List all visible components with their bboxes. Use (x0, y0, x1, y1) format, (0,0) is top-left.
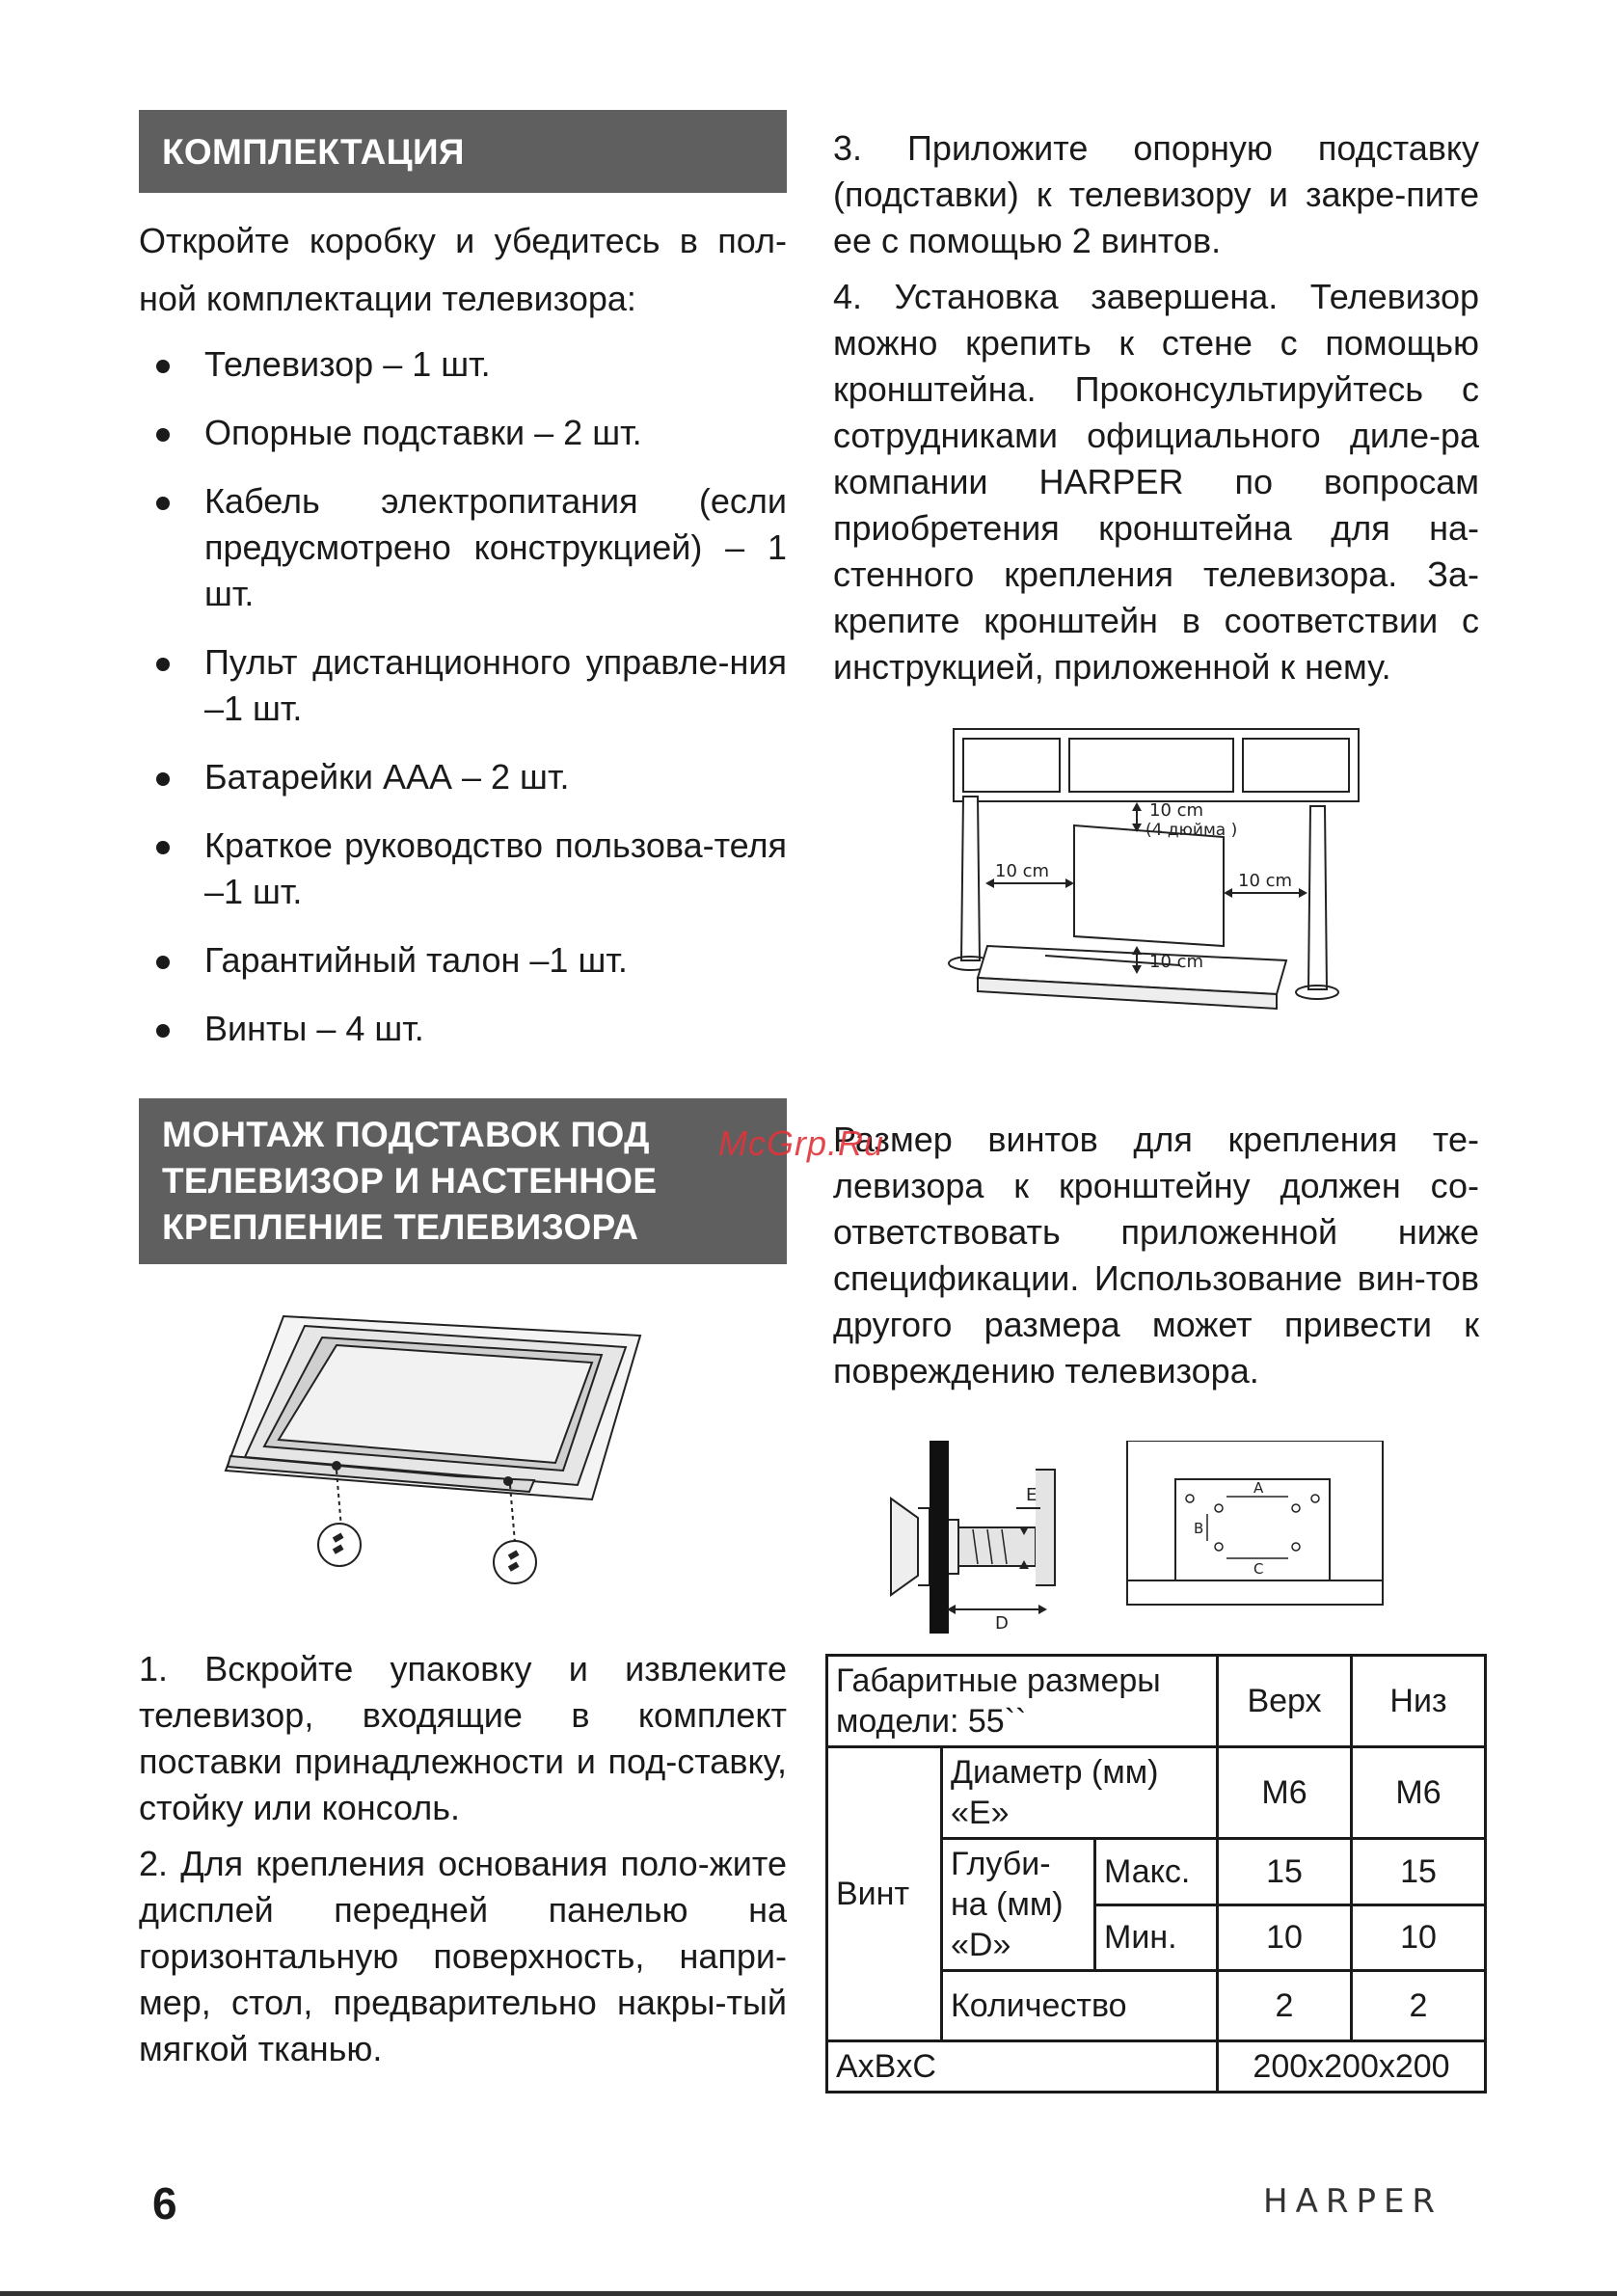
vesa-label-c: C (1253, 1560, 1264, 1578)
table-cell-min-top: 10 (1218, 1904, 1352, 1971)
right-column (833, 125, 1479, 1648)
clearance-left-label: 10 cm (995, 861, 1050, 881)
table-cell-header-bottom: Низ (1352, 1656, 1486, 1747)
table-cell-min: Мин. (1095, 1904, 1218, 1971)
bullet-icon (156, 428, 170, 442)
vesa-label-b: B (1194, 1520, 1204, 1537)
list-item: Кабель электропитания (если предусмотрено конструкцией) – 1 шт. (139, 478, 787, 617)
screw-label-d: D (995, 1613, 1009, 1634)
section-title-mounting (139, 1098, 787, 1264)
table-cell-axbxc: AxBxC (827, 2041, 1218, 2093)
list-item: Гарантийный талон –1 шт. (139, 937, 787, 984)
bullet-icon (156, 497, 170, 510)
section-title-line: МОНТАЖ ПОДСТАВОК ПОД (162, 1115, 650, 1154)
step-1-text: 1. Вскройте упаковку и извлеките телевизор, входящие в комплект поставки принадлежности и под-ставку, стойку или консоль. (139, 1649, 787, 1827)
screw-vesa-diagrams (833, 1441, 1479, 1648)
page-number: 6 (152, 2178, 177, 2228)
watermark-text: McGrp.Ru (718, 1123, 885, 1163)
step-2-text: 2. Для крепления основания поло-жите дисплей передней панелью на горизонтальную поверхность, напри-мер, стол, предварительно накры-тый мягкой тканью. (139, 1844, 787, 2068)
list-item: Опорные подставки – 2 шт. (139, 410, 787, 456)
vesa-label-a: A (1253, 1479, 1264, 1497)
kit-list (139, 341, 787, 1052)
bullet-icon (156, 360, 170, 373)
list-item: Телевизор – 1 шт. (139, 341, 787, 388)
kit-intro: Откройте коробку и убедитесь в пол-ной комплектации телевизора: (139, 221, 787, 318)
table-cell-depth: Глуби-на (мм) «D» (942, 1839, 1095, 1971)
table-cell-diameter-bottom: M6 (1352, 1747, 1486, 1839)
clearance-bottom-label: 10 cm (1149, 952, 1204, 972)
table-row (827, 1747, 1486, 1839)
list-item: Винты – 4 шт. (139, 1006, 787, 1052)
clearance-top-inches-label: (4 дюйма ) (1145, 821, 1238, 840)
wall-clearance-illustration (833, 719, 1479, 1067)
table-cell-min-bottom: 10 (1352, 1904, 1486, 1971)
step-3-text: 3. Приложите опорную подставку (подставки) к телевизору и закре-пите ее с помощью 2 винтов. (833, 128, 1479, 260)
table-cell-header-top: Верх (1218, 1656, 1352, 1747)
screw-size-note: Размер винтов для крепления те-левизора к кронштейну должен со-ответствовать приложенной ниже спецификации. Использование вин-тов другого размера может привести к повреждению телевизора. (833, 1120, 1479, 1391)
list-item: Пульт дистанционного управле-ния –1 шт. (139, 639, 787, 732)
section-title-kit (139, 110, 787, 193)
bullet-icon (156, 841, 170, 854)
left-column (139, 110, 787, 2072)
bottom-divider (0, 2291, 1617, 2296)
table-row (827, 2041, 1486, 2093)
list-item: Батарейки ААА – 2 шт. (139, 754, 787, 800)
table-cell-quantity: Количество (942, 1971, 1218, 2041)
table-cell-diameter: Диаметр (мм) «E» (942, 1747, 1218, 1839)
clearance-top-label: 10 cm (1149, 800, 1204, 821)
table-cell-quantity-top: 2 (1218, 1971, 1352, 2041)
table-cell-max-top: 15 (1218, 1839, 1352, 1905)
table-cell-quantity-bottom: 2 (1352, 1971, 1486, 2041)
bullet-icon (156, 772, 170, 786)
screw-spec-table (825, 1654, 1487, 2093)
table-cell-axbxc-value: 200x200x200 (1218, 2041, 1486, 2093)
table-cell-model: Габаритные размеры модели: 55`` (827, 1656, 1218, 1747)
table-cell-diameter-top: M6 (1218, 1747, 1352, 1839)
brand-text: HARPER (1263, 2182, 1443, 2220)
section-title-line: ТЕЛЕВИЗОР И НАСТЕННОЕ (162, 1161, 658, 1201)
harper-logo (1263, 2181, 1475, 2220)
table-row (827, 1656, 1486, 1747)
table-cell-max: Макс. (1095, 1839, 1218, 1905)
stand-mounting-illustration (139, 1287, 787, 1606)
bullet-icon (156, 1024, 170, 1038)
table-cell-screw: Винт (827, 1747, 942, 2041)
clearance-right-label: 10 cm (1238, 871, 1293, 891)
screw-label-e: E (1026, 1485, 1038, 1505)
section-title-line: КРЕПЛЕНИЕ ТЕЛЕВИЗОРА (162, 1207, 639, 1247)
bullet-icon (156, 658, 170, 671)
table-cell-max-bottom: 15 (1352, 1839, 1486, 1905)
list-item: Краткое руководство пользова-теля –1 шт. (139, 823, 787, 915)
wall-panel-shape (930, 1441, 949, 1634)
step-4-text: 4. Установка завершена. Телевизор можно крепить к стене с помощью кронштейна. Проконсультируйтесь с сотрудниками официального диле-ра компании HARPER по вопросам приобретения кронштейна для на-стенного крепления телевизора. За-крепите кронштейн в соответствии с инструкцией, приложенной к нему. (833, 277, 1479, 687)
section-title-kit-text: КОМПЛЕКТАЦИЯ (162, 132, 465, 172)
bullet-icon (156, 956, 170, 969)
